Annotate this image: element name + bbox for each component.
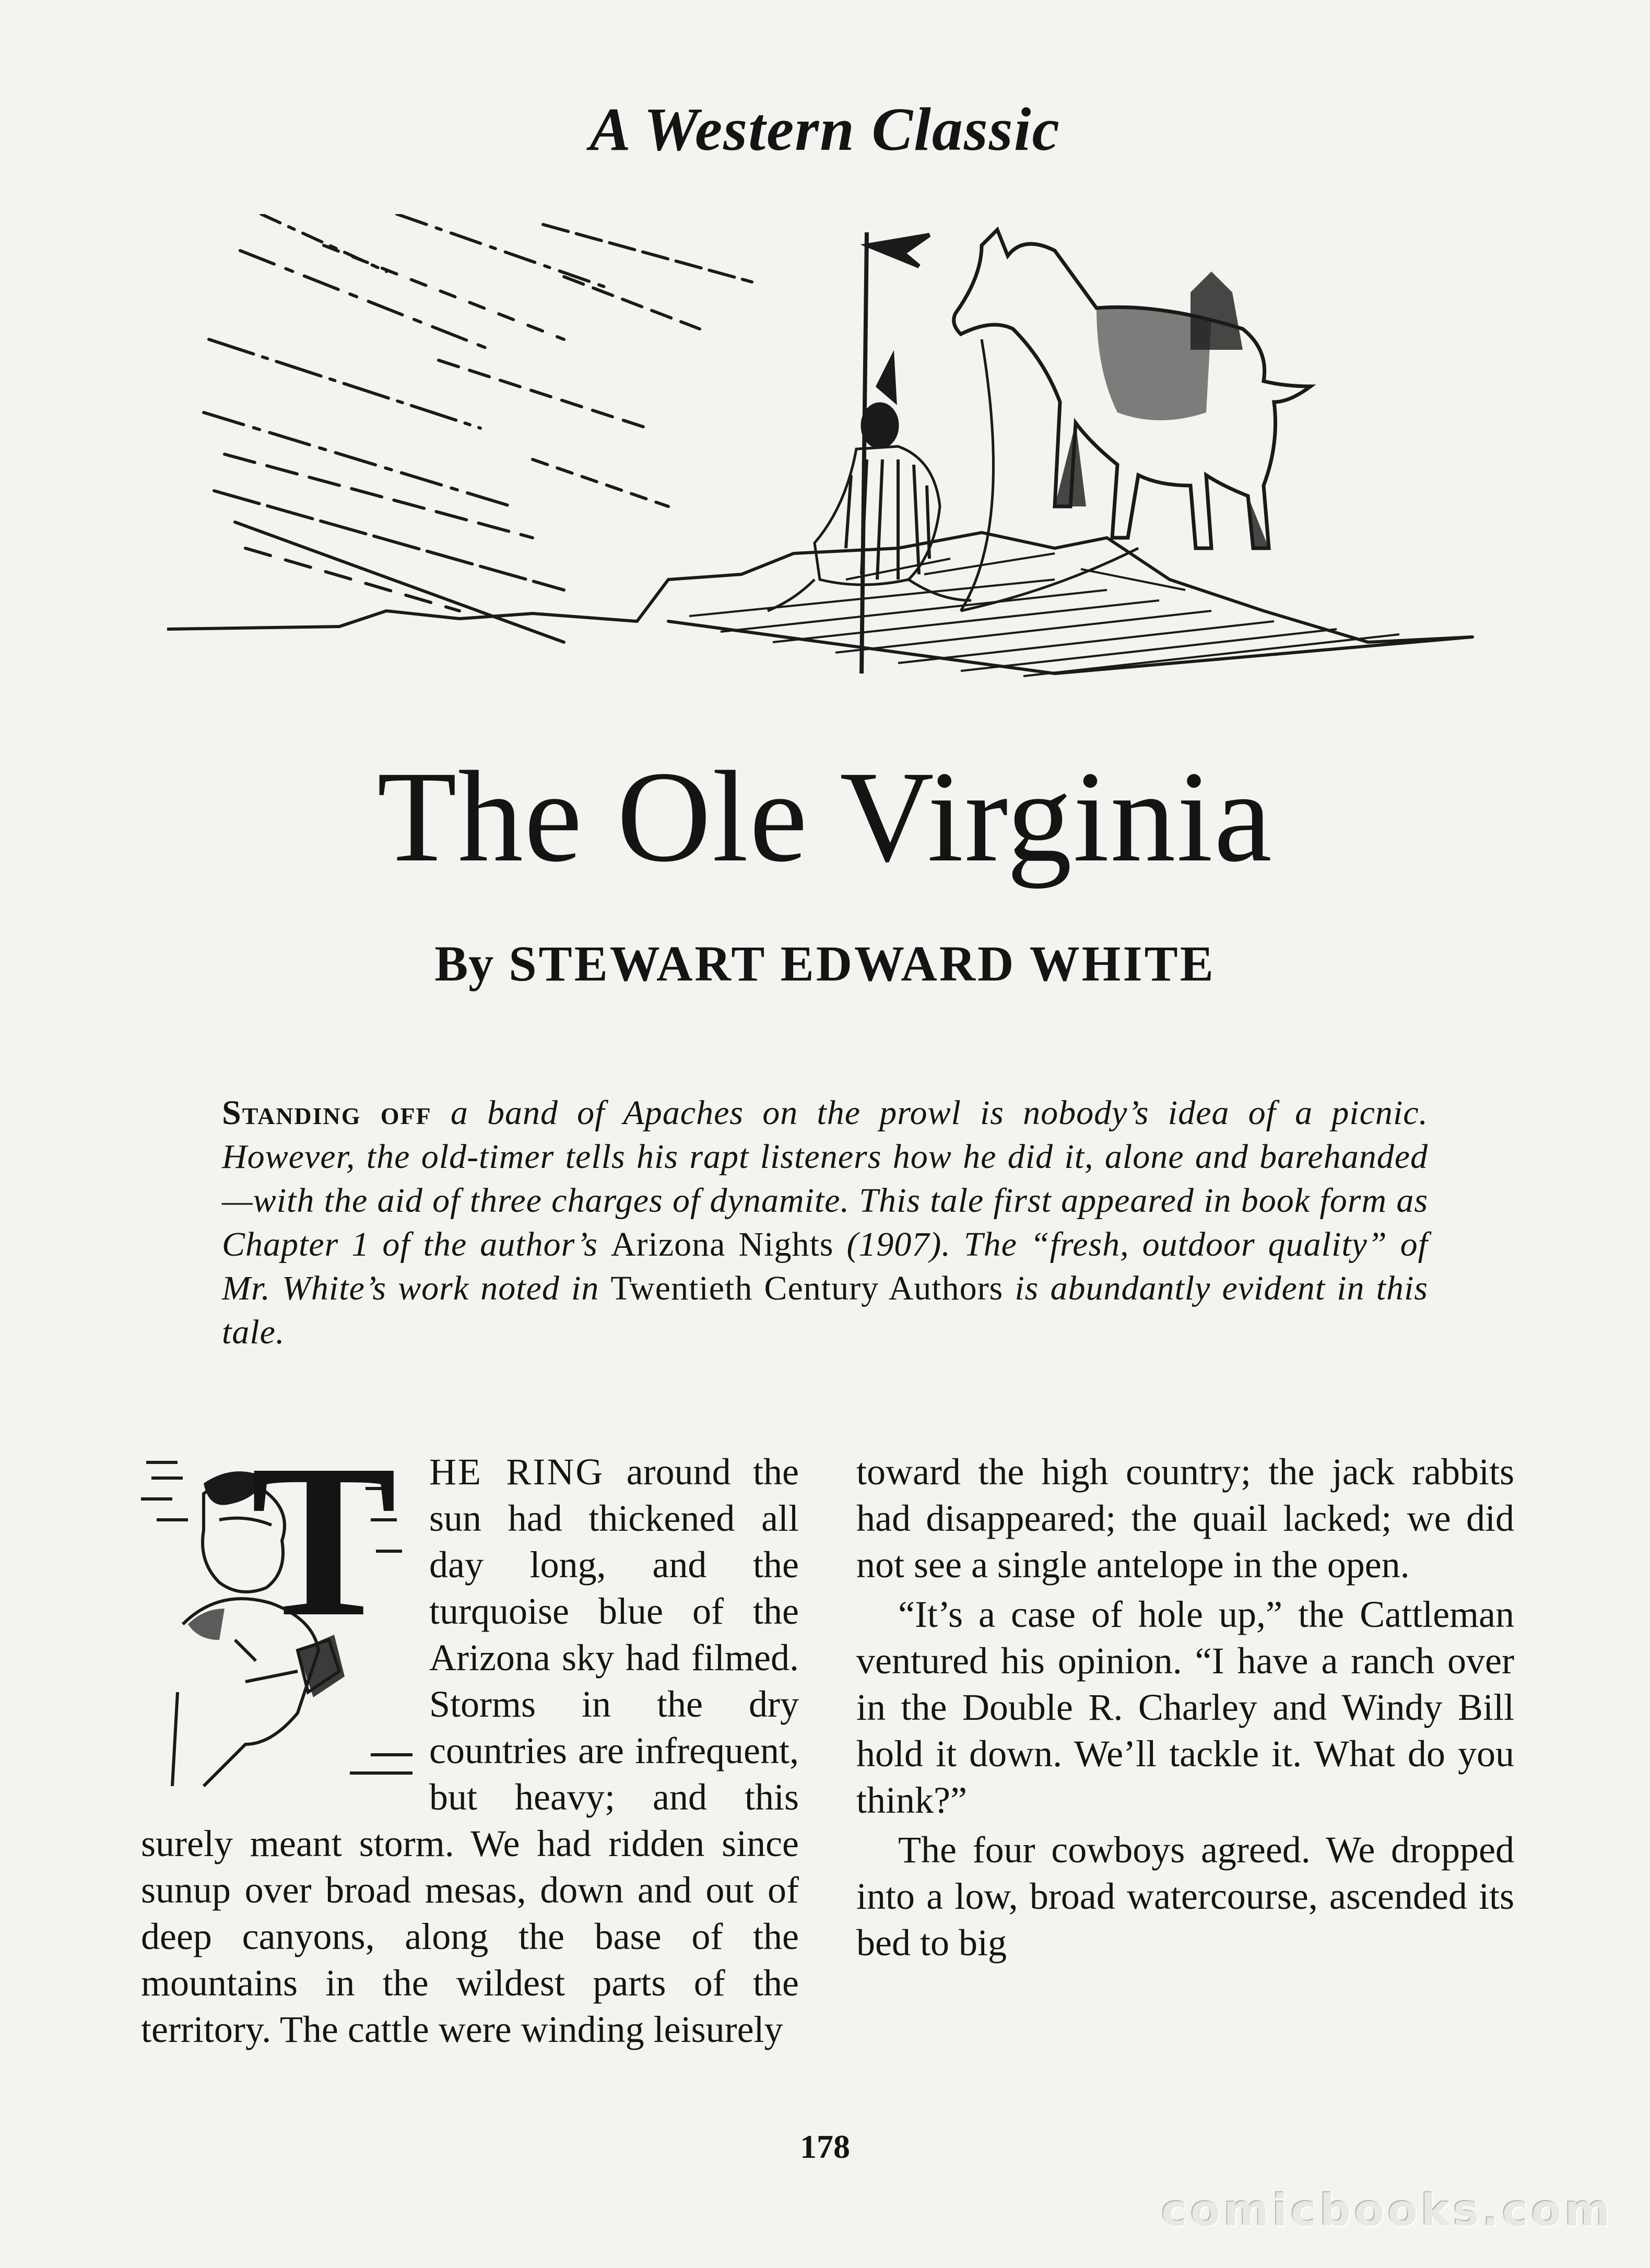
- article-title: The Ole Virginia: [377, 745, 1273, 889]
- intro-text-1: a band of Apaches on the prowl is nobody’s idea of a picnic. However, the old-timer tells his rapt listeners how he did it, alone and barehanded—with the aid of three charges of dynamite. This tale first appeared in book form as Chapter 1 of the author’s: [222, 1094, 1428, 1263]
- intro-reference-title: Twentieth Century Authors: [610, 1269, 1004, 1307]
- byline: [0, 935, 1650, 993]
- story-paragraph-2: “It’s a case of hole up,” the Cattleman ventured his opinion. “I have a ranch over in the Double R. Charley and Windy Bill hold it down. We’ll tackle it. What do you think?”: [856, 1593, 1514, 1821]
- story-paragraph-1-text: around the sun had thickened all day long, and the turquoise blue of the Arizona sky had filmed. Storms in the dry countries are infrequent, but heavy; and this surely meant storm. We had ridden since sunup over broad mesas, down and out of deep canyons, along the base of the mountains in the wildest parts of the territory. The cattle were winding leisurely: [141, 1451, 799, 2050]
- intro-text-3: is abundantly evident in this tale.: [222, 1269, 1428, 1351]
- watermark: comicbooks.com: [1161, 2185, 1613, 2236]
- drop-cap-illustration: [141, 1419, 418, 1799]
- western-illustration: [167, 214, 1478, 684]
- intro-text-2: (1907). The “fresh, outdoor quality” of Mr. White’s work noted in: [222, 1225, 1428, 1307]
- story-column-right: [856, 1449, 1514, 1966]
- intro-book-title: Arizona Nights: [610, 1225, 834, 1263]
- story-lead-smallcaps: HE RING: [429, 1451, 605, 1493]
- story-column-left: [141, 1419, 799, 2053]
- drop-cap-letter: T: [251, 1419, 397, 1662]
- story-paragraph-3: The four cowboys agreed. We dropped into a low, broad watercourse, ascended its bed to big: [856, 1829, 1514, 1964]
- page-number: 178: [800, 2128, 850, 2165]
- intro-blurb: [222, 1091, 1428, 1354]
- story-paragraph-1-continued: toward the high country; the jack rabbits had disappeared; the quail lacked; we did not see a single antelope in the open.: [856, 1451, 1514, 1586]
- byline-by: By: [434, 936, 494, 991]
- byline-author: STEWART EDWARD WHITE: [509, 936, 1216, 991]
- section-kicker: A Western Classic: [590, 95, 1060, 163]
- intro-lead-smallcaps: Standing off: [222, 1094, 432, 1132]
